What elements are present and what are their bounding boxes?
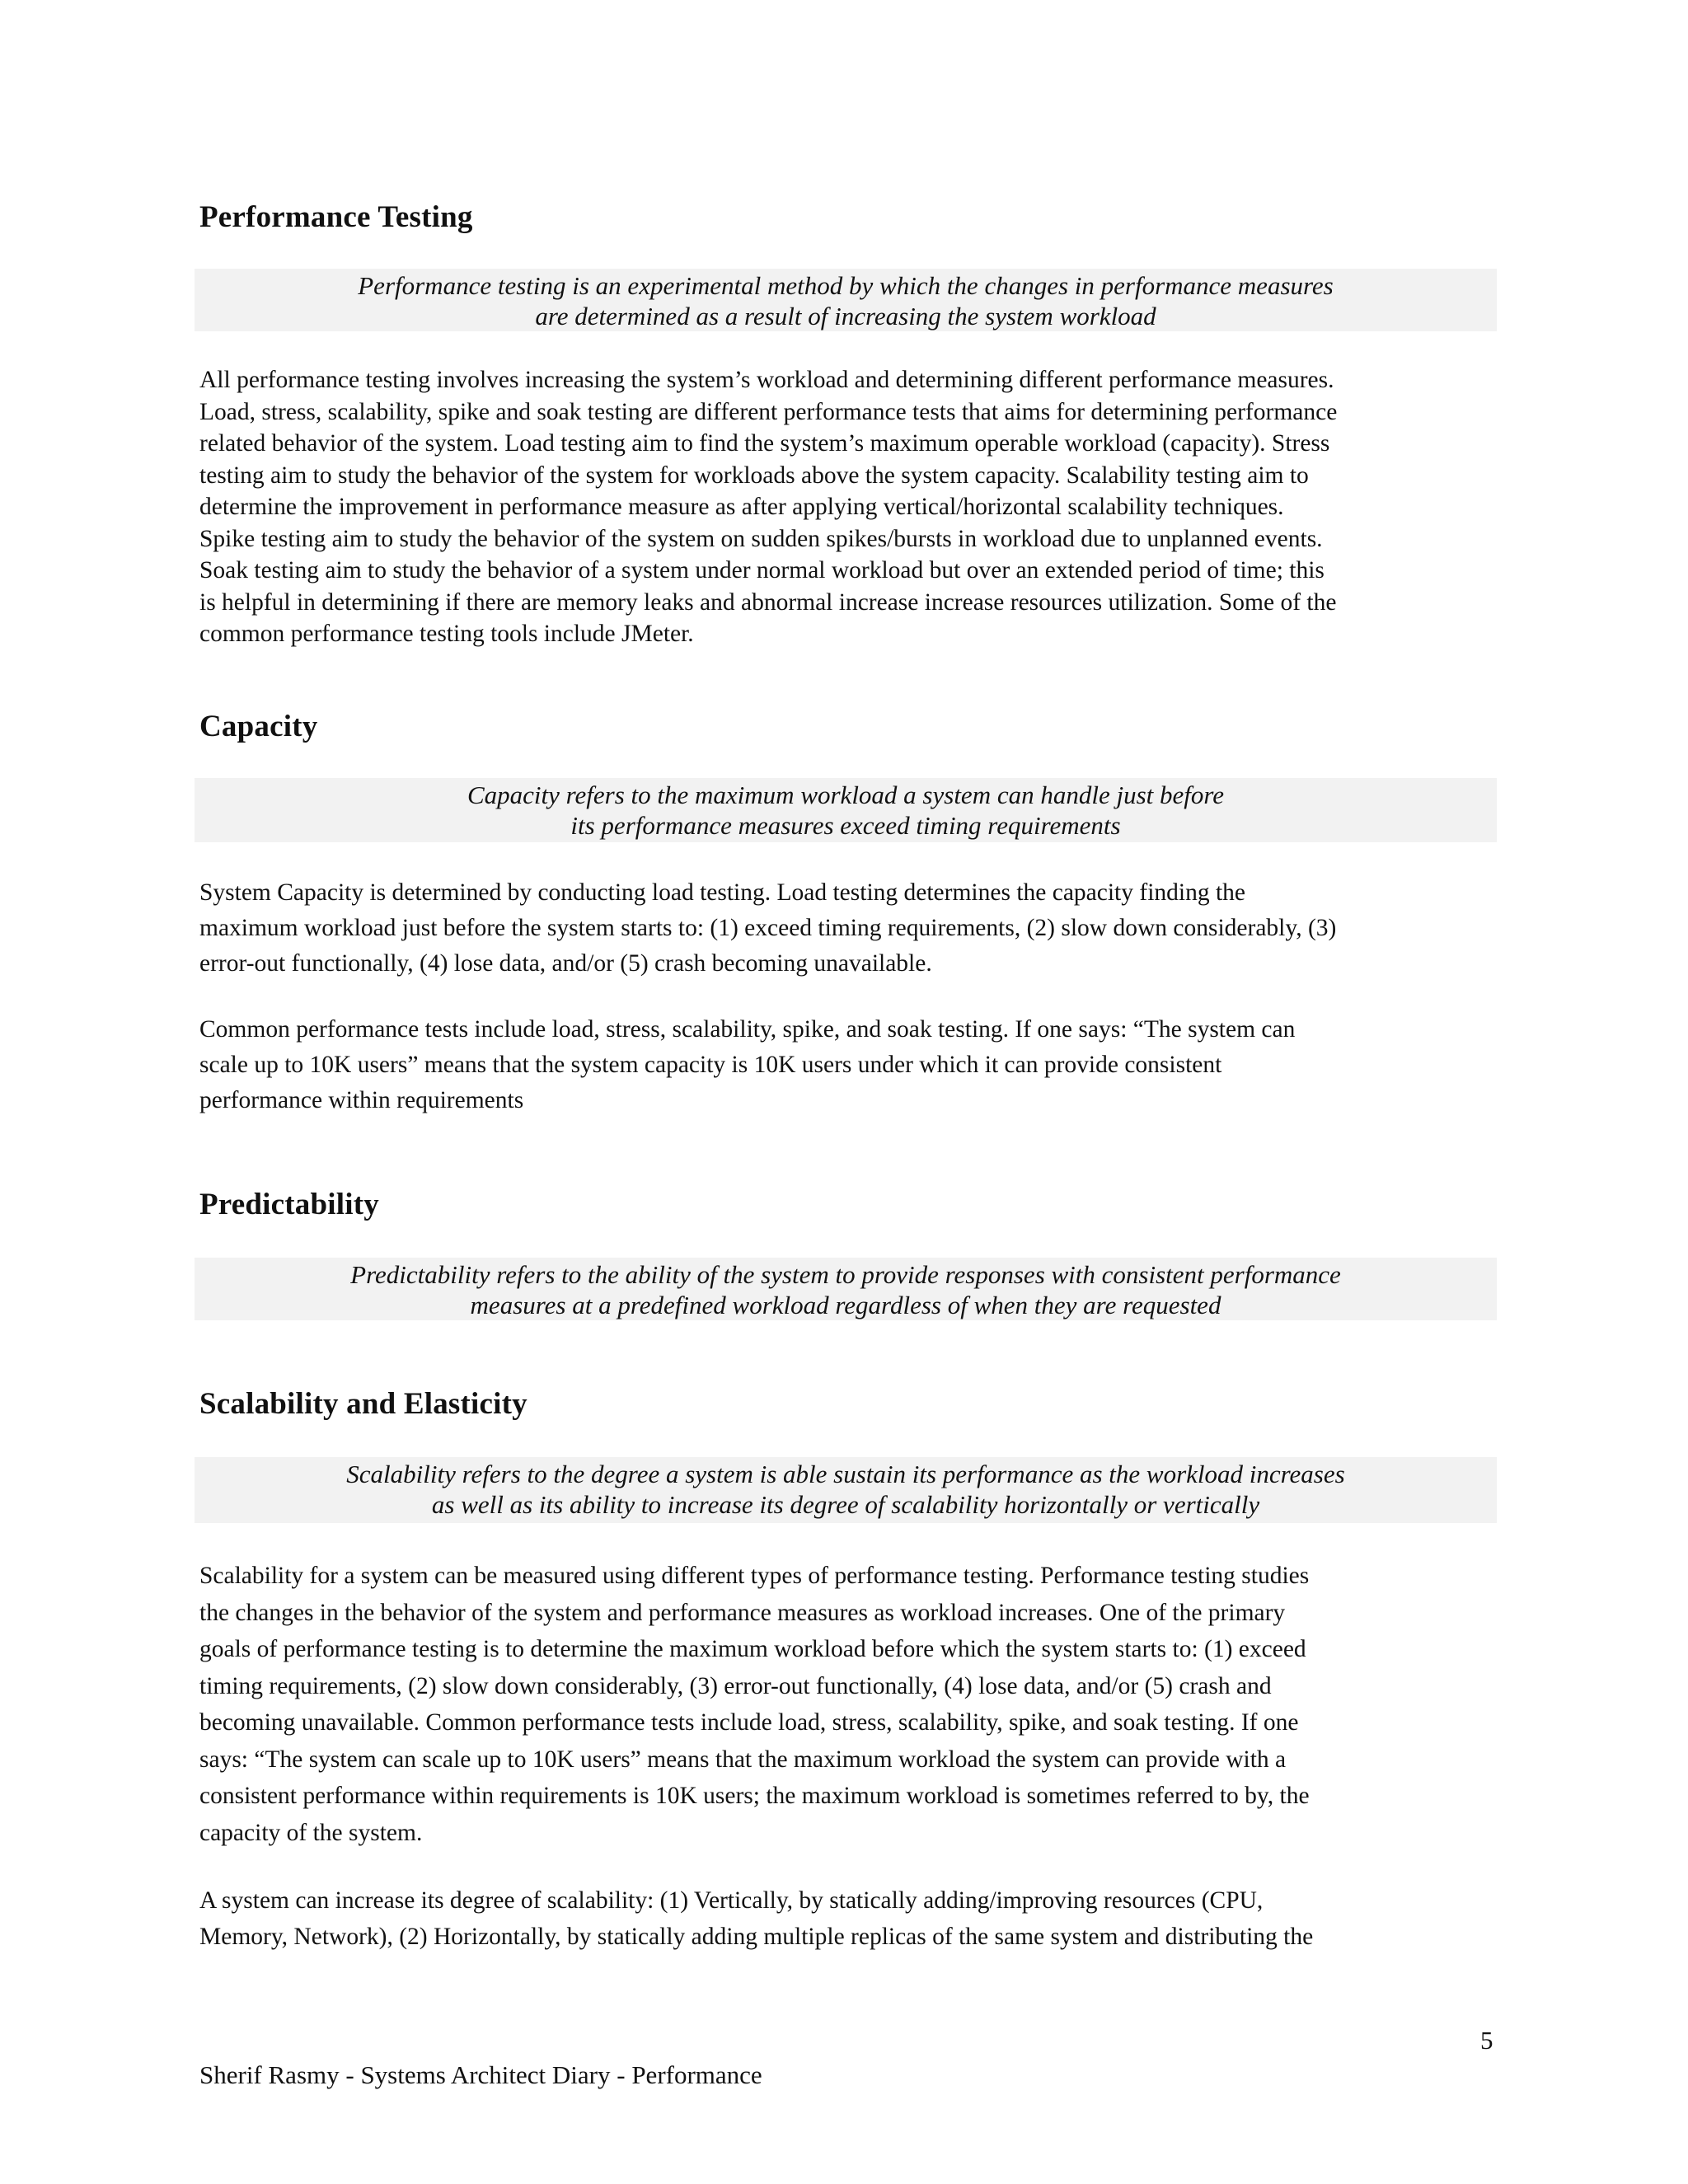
text-line: says: “The system can scale up to 10K users” means that the maximum workload the system can provide with a xyxy=(199,1746,1287,1773)
definition-line: as well as its ability to increase its degree of scalability horizontally or vertically xyxy=(431,1490,1260,1519)
section-heading-performance-testing: Performance Testing xyxy=(199,200,473,234)
text-line: A system can increase its degree of scalability: (1) Vertically, by statically adding/improving resources (CPU, xyxy=(199,1887,1264,1914)
definition-line: its performance measures exceed timing requirements xyxy=(570,811,1121,840)
text-line: error-out functionally, (4) lose data, and/or (5) crash becoming unavailable. xyxy=(199,950,932,977)
text-line: timing requirements, (2) slow down considerably, (3) error-out functionally, (4) lose data, and/or (5) crash and xyxy=(199,1672,1272,1699)
paragraph-capacity-2 xyxy=(199,1012,1518,1118)
text-line: Load, stress, scalability, spike and soak testing are different performance tests that aims for determining performance xyxy=(199,398,1338,425)
paragraph-scalability-1 xyxy=(199,1558,1518,1851)
definition-box-performance-testing xyxy=(195,269,1497,331)
definition-line: are determined as a result of increasing the system workload xyxy=(535,302,1156,330)
text-line: determine the improvement in performance measure as after applying vertical/horizontal scalability techniques. xyxy=(199,494,1284,520)
text-line: capacity of the system. xyxy=(199,1819,423,1846)
text-line: goals of performance testing is to determine the maximum workload before which the system starts to: (1) exceed xyxy=(199,1636,1306,1662)
page-footer: Sherif Rasmy - Systems Architect Diary - Performance xyxy=(199,2060,762,2089)
text-line: Memory, Network), (2) Horizontally, by statically adding multiple replicas of the same system and distributing the xyxy=(199,1924,1314,1950)
text-line: Spike testing aim to study the behavior of the system on sudden spikes/bursts in workload due to unplanned events. xyxy=(199,525,1323,552)
page-number: 5 xyxy=(1480,2026,1493,2055)
definition-box-scalability xyxy=(195,1457,1497,1523)
text-line: related behavior of the system. Load testing aim to find the system’s maximum operable workload (capacity). Stress xyxy=(199,430,1330,457)
text-line: Common performance tests include load, stress, scalability, spike, and soak testing. If one says: “The system can xyxy=(199,1016,1296,1043)
text-line: scale up to 10K users” means that the system capacity is 10K users under which it can provide consistent xyxy=(199,1052,1222,1078)
text-line: the changes in the behavior of the system and performance measures as workload increases. One of the primary xyxy=(199,1599,1286,1626)
definition-box-capacity xyxy=(195,778,1497,842)
text-line: All performance testing involves increasing the system’s workload and determining different performance measures. xyxy=(199,367,1334,393)
text-line: Scalability for a system can be measured using different types of performance testing. Performance testing studies xyxy=(199,1563,1310,1589)
text-line: consistent performance within requirements is 10K users; the maximum workload is sometimes referred to by, the xyxy=(199,1783,1310,1809)
definition-box-predictability xyxy=(195,1258,1497,1320)
paragraph-performance-testing xyxy=(199,364,1518,650)
section-heading-scalability-elasticity: Scalability and Elasticity xyxy=(199,1387,528,1421)
paragraph-capacity-1 xyxy=(199,875,1518,982)
text-line: common performance testing tools include JMeter. xyxy=(199,621,694,647)
text-line: Soak testing aim to study the behavior of a system under normal workload but over an extended period of time; this xyxy=(199,557,1325,583)
text-line: is helpful in determining if there are memory leaks and abnormal increase increase resources utilization. Some of the xyxy=(199,588,1337,616)
text-line: System Capacity is determined by conducting load testing. Load testing determines the capacity finding the xyxy=(199,879,1246,906)
section-heading-capacity: Capacity xyxy=(199,710,318,743)
definition-line: Performance testing is an experimental method by which the changes in performance measures xyxy=(358,271,1334,300)
section-heading-predictability: Predictability xyxy=(199,1188,379,1221)
definition-line: Predictability refers to the ability of the system to provide responses with consistent performance xyxy=(350,1260,1341,1289)
text-line: becoming unavailable. Common performance tests include load, stress, scalability, spike, and soak testing. If one xyxy=(199,1709,1299,1736)
text-line: performance within requirements xyxy=(199,1087,524,1113)
paragraph-scalability-2 xyxy=(199,1882,1518,1955)
text-line: testing aim to study the behavior of the system for workloads above the system capacity. Scalability testing aim to xyxy=(199,462,1309,489)
definition-line: Scalability refers to the degree a system is able sustain its performance as the workload increases xyxy=(346,1460,1345,1488)
definition-line: Capacity refers to the maximum workload a system can handle just before xyxy=(467,780,1225,809)
text-line: maximum workload just before the system starts to: (1) exceed timing requirements, (2) slow down considerably, (3) xyxy=(199,915,1337,941)
definition-line: measures at a predefined workload regardless of when they are requested xyxy=(470,1291,1221,1319)
